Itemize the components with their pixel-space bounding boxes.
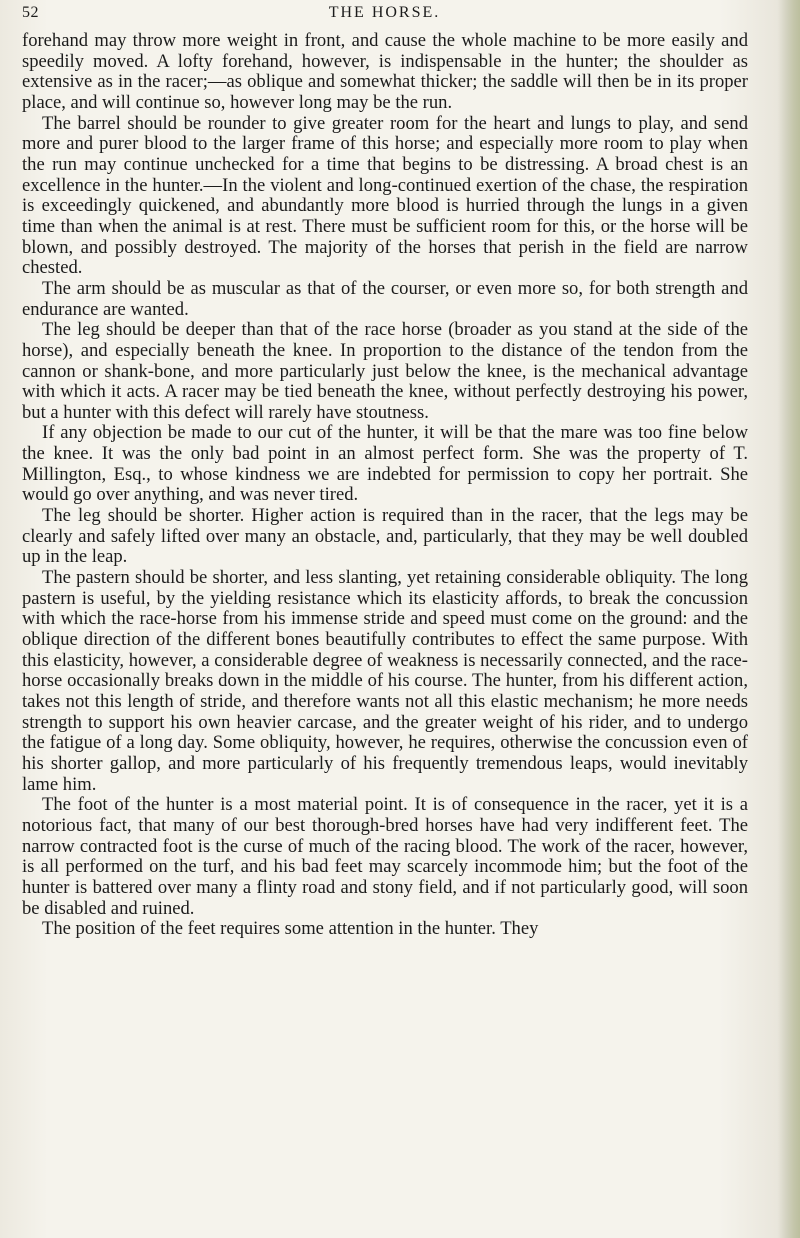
page-number: 52 [22,4,39,21]
page-header [22,4,747,30]
paragraph-foot: The foot of the hunter is a most material point. It is of consequence in the racer, yet it is a notorious fact, that many of our best thorough-bred horses have had very indifferent feet. The narrow contracted foot is the curse of much of the racing blood. The work of the racer, however, is all performed on the turf, and his bad feet may scarcely incommode him; but the foot of the hunter is battered over many a flinty road and stony field, and if not particularly good, will soon be disabled and ruined. [22,794,748,919]
page-binding-edge [778,0,800,1238]
paragraph-leg-shorter: The leg should be shorter. Higher action is required than in the racer, that the legs may be clearly and safely lifted over many an obstacle, and, particularly, that they may be well doubled up in the leap. [22,505,748,568]
paragraph-objection: If any objection be made to our cut of the hunter, it will be that the mare was too fine below the knee. It was the only bad point in an almost perfect form. She was the property of T. Millington, Esq., to whose kindness we are indebted for permission to copy her portrait. She would go over anything, and was never tired. [22,422,748,506]
paragraph-position: The position of the feet requires some attention in the hunter. They [42,918,539,940]
running-title: THE HORSE. [328,4,441,21]
paragraph-forehand: forehand may throw more weight in front, and cause the whole machine to be more easily and speedily moved. A lofty forehand, however, is indispensable in the hunter; the shoulder as extensive as in the racer;—as oblique and somewhat thicker; the saddle will then be in its proper place, and will continue so, however long may be the run. [22,30,748,113]
paragraph-barrel: The barrel should be rounder to give greater room for the heart and lungs to play, and send more and purer blood to the larger frame of this horse; and especially more room to play when the run may continue unchecked for a time that begins to be distressing. A broad chest is an excellence in the hunter.—In the violent and long-continued exertion of the chase, the respiration is exceedingly quickened, and abundantly more blood is hurried through the lungs in a given time than when the animal is at rest. There must be sufficient room for this, or the horse will be blown, and possibly destroyed. The majority of the horses that perish in the field are narrow chested. [22,112,748,279]
paragraph-arm: The arm should be as muscular as that of the courser, or even more so, for both strength and endurance are wanted. [22,277,748,320]
paragraph-pastern: The pastern should be shorter, and less slanting, yet retaining considerable obliquity. The long pastern is useful, by the yielding resistance which its elasticity affords, to break the concussion with which the race-horse from his immense stride and speed must come on the ground: and the oblique direction of the different bones beautifully contributes to effect the same purpose. With this elasticity, however, a considerable degree of weakness is necessarily connected, and the race-horse occasionally breaks down in the middle of his course. The hunter, from his different action, takes not this length of stride, and therefore wants not all this elastic mechanism; he more needs strength to support his own heavier carcase, and the greater weight of his rider, and to undergo the fatigue of a long day. Some obliquity, however, he requires, otherwise the concussion even of his shorter gallop, and more particularly of his frequently tremendous leaps, would inevitably lame him. [22,567,748,795]
body-text [22,31,748,940]
paragraph-leg: The leg should be deeper than that of the race horse (broader as you stand at the side of the horse), and especially beneath the knee. In proportion to the distance of the tendon from the cannon or shank-bone, and more particularly just below the knee, is the mechanical advantage with which it acts. A racer may be tied beneath the knee, without perfectly destroying his power, but a hunter with this defect will rarely have stoutness. [22,319,748,423]
